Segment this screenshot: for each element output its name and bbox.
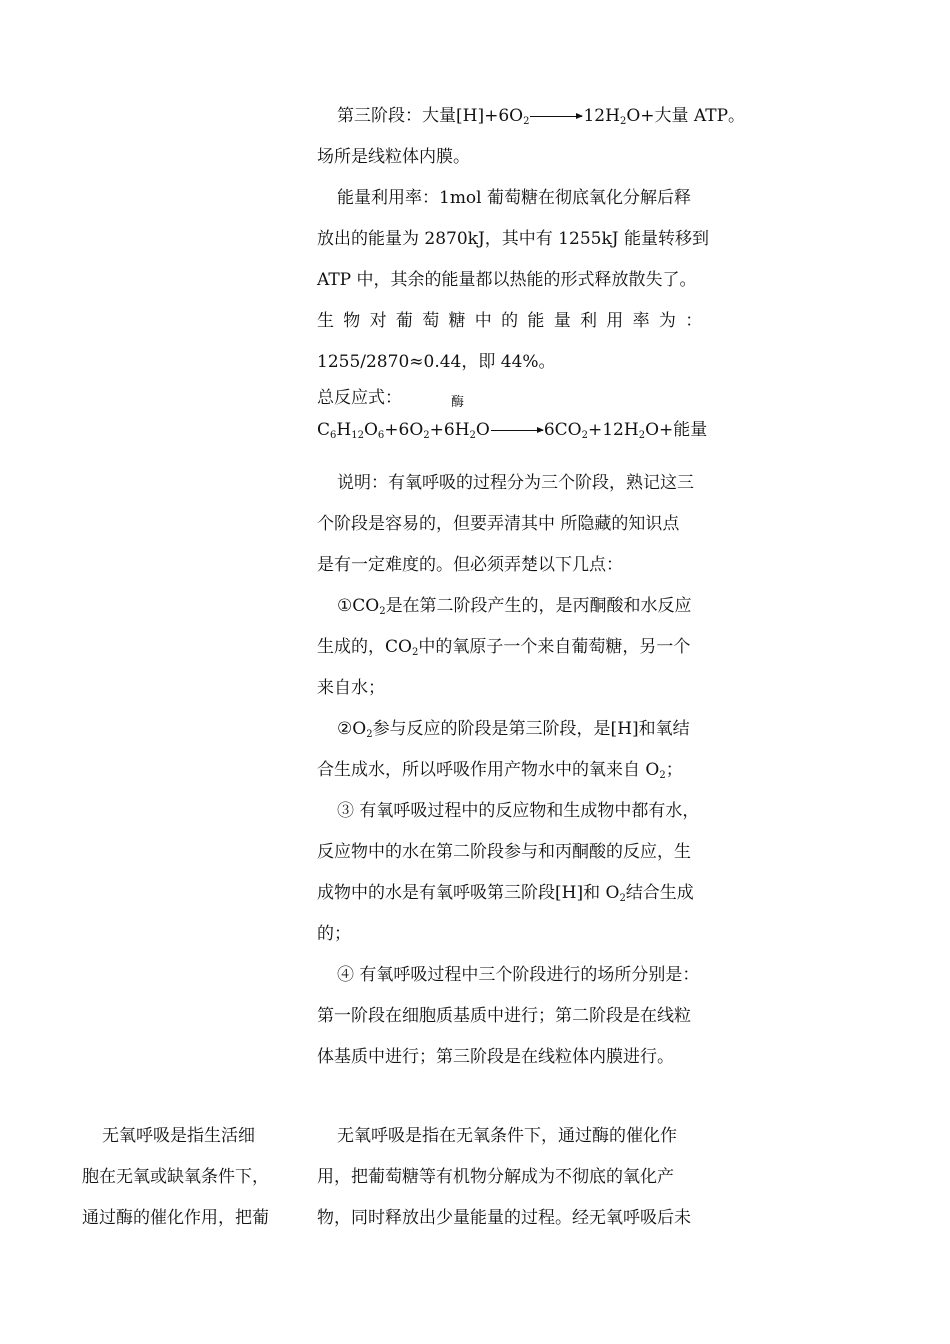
point2-line: $②O_2$参与反应的阶段是第三阶段，是[H]和氧结	[337, 719, 690, 740]
point3-line: 成物中的水是有氧呼吸第三阶段[H]和 $O_2$结合生成	[317, 883, 694, 904]
energy-line: 能量利用率：1mol 葡萄糖在彻底氧化分解后释	[337, 188, 692, 208]
point1-line: 来自水；	[317, 678, 385, 698]
total-reaction	[317, 383, 747, 463]
total-reaction-equation: $C_6H_{12}O_6+6O_2+6H_2O$ $6CO_2+12H_2O+$能量	[317, 420, 708, 441]
left-line: 通过酶的催化作用，把葡	[82, 1208, 269, 1228]
left-line: 胞在无氧或缺氧条件下，	[82, 1167, 269, 1187]
point1-line: $①CO_2$是在第二阶段产生的，是丙酮酸和水反应	[337, 596, 692, 617]
anaerobic-respiration-section	[317, 1116, 747, 1239]
point4-line: ④ 有氧呼吸过程中三个阶段进行的场所分别是：	[337, 965, 700, 985]
energy-line: 放出的能量为 2870kJ，其中有 1255kJ 能量转移到	[317, 229, 709, 249]
anaerobic-line: 无氧呼吸是指在无氧条件下，通过酶的催化作	[337, 1126, 677, 1146]
point2-line: 合生成水，所以呼吸作用产物水中的氧来自 $O_2$；	[317, 760, 683, 781]
anaerobic-line: 用，把葡萄糖等有机物分解成为不彻底的氧化产	[317, 1167, 674, 1187]
reaction-arrow	[530, 116, 582, 117]
point4-line: 体基质中进行；第三阶段是在线粒体内膜进行。	[317, 1047, 674, 1067]
point3-line: 反应物中的水在第二阶段参与和丙酮酸的反应，生	[317, 842, 691, 862]
left-line: 无氧呼吸是指生活细	[102, 1126, 255, 1146]
stage3-equation: 第三阶段：大量$[H]+6O_2$ $12H_2O+$大量 ATP。	[337, 106, 746, 127]
note-line: 个阶段是容易的，但要弄清其中 所隐藏的知识点	[317, 514, 680, 534]
enzyme-label: 酶	[451, 395, 465, 410]
point4-line: 第一阶段在细胞质基质中进行；第二阶段是在线粒	[317, 1006, 691, 1026]
aerobic-respiration-section	[317, 96, 747, 1078]
stage3-location: 场所是线粒体内膜。	[317, 147, 470, 167]
note-line: 是有一定难度的。但必须弄楚以下几点：	[317, 555, 623, 575]
anaerobic-sidebar-text	[82, 1116, 302, 1239]
total-reaction-label: 总反应式：	[317, 388, 402, 408]
energy-line: ATP 中，其余的能量都以热能的形式释放散失了。	[317, 270, 697, 290]
point3-line: ③ 有氧呼吸过程中的反应物和生成物中都有水，	[337, 801, 700, 821]
energy-line: 生物对葡萄糖中的能量利用率为：	[317, 311, 712, 331]
anaerobic-line: 物，同时释放出少量能量的过程。经无氧呼吸后未	[317, 1208, 691, 1228]
energy-line: 1255/2870≈0.44，即 44%。	[317, 352, 556, 372]
point3-line: 的；	[317, 924, 351, 944]
note-line: 说明：有氧呼吸的过程分为三个阶段，熟记这三	[337, 473, 694, 493]
point1-line: 生成的，$CO_2$中的氧原子一个来自葡萄糖，另一个	[317, 637, 691, 658]
reaction-arrow	[491, 430, 543, 431]
